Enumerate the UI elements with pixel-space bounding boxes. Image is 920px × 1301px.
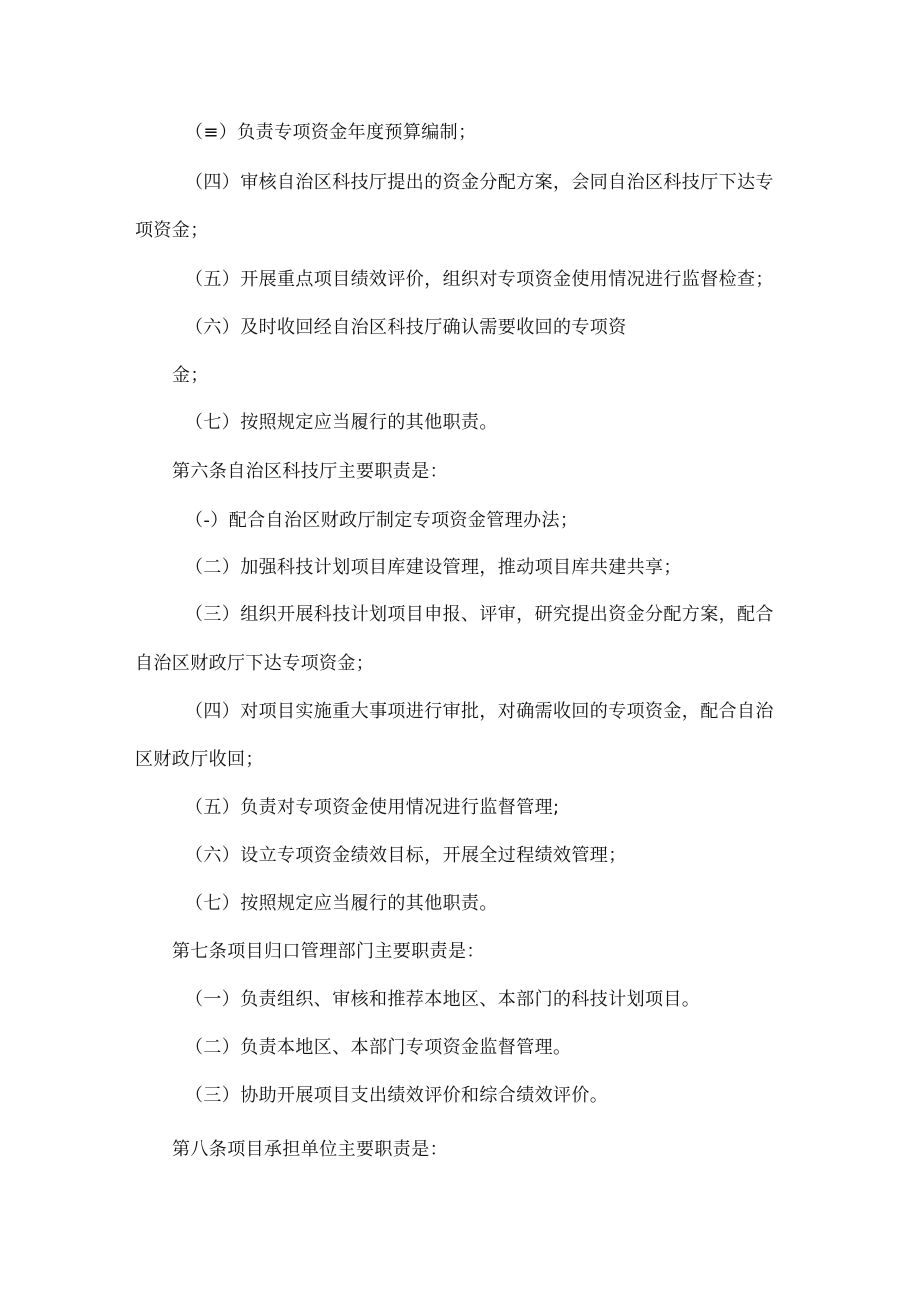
article-7-heading: 第七条项目归口管理部门主要职责是：	[172, 941, 485, 962]
clause-6-recover-line1: （六）及时收回经自治区科技厅确认需要收回的专项资	[185, 317, 627, 338]
clause-4-review-line2: 项资金；	[135, 220, 209, 241]
clause-6-recover-line2: 金；	[172, 365, 209, 386]
a6-clause-5: （五）负责对专项资金使用情况进行监督管理;	[185, 797, 560, 818]
a6-clause-2: （二）加强科技计划项目库建设管理，推动项目库共建共享；	[185, 557, 682, 578]
a7-clause-3: （三）协助开展项目支出绩效评价和综合绩效评价。	[185, 1085, 609, 1106]
clause-5-evaluation: （五）开展重点项目绩效评价，组织对专项资金使用情况进行监督检查；	[185, 269, 774, 290]
clause-7-other-duties: （七）按照规定应当履行的其他职责。	[185, 412, 498, 433]
a6-clause-6: （六）设立专项资金绩效目标，开展全过程绩效管理；	[185, 845, 627, 866]
a7-clause-2: （二）负责本地区、本部门专项资金监督管理。	[185, 1037, 572, 1058]
a6-clause-3-line2: 自治区财政厅下达专项资金；	[135, 653, 375, 674]
clause-4-review-line1: （四）审核自治区科技厅提出的资金分配方案，会同自治区科技厅下达专	[185, 172, 774, 193]
a6-clause-1: （-）配合自治区财政厅制定专项资金管理办法；	[185, 510, 579, 531]
article-8-heading: 第八条项目承担单位主要职责是：	[172, 1139, 448, 1160]
a6-clause-4-line1: （四）对项目实施重大事项进行审批，对确需收回的专项资金，配合自治	[185, 701, 774, 722]
article-6-heading: 第六条自治区科技厅主要职责是：	[172, 461, 448, 482]
a6-clause-4-line2: 区财政厅收回；	[135, 749, 264, 770]
a7-clause-1: （一）负责组织、审核和推荐本地区、本部门的科技计划项目。	[185, 989, 701, 1010]
a6-clause-3-line1: （三）组织开展科技计划项目申报、评审，研究提出资金分配方案，配合	[185, 604, 774, 625]
a6-clause-7: （七）按照规定应当履行的其他职责。	[185, 893, 498, 914]
clause-3-budget: （≡）负责专项资金年度预算编制；	[185, 122, 477, 143]
